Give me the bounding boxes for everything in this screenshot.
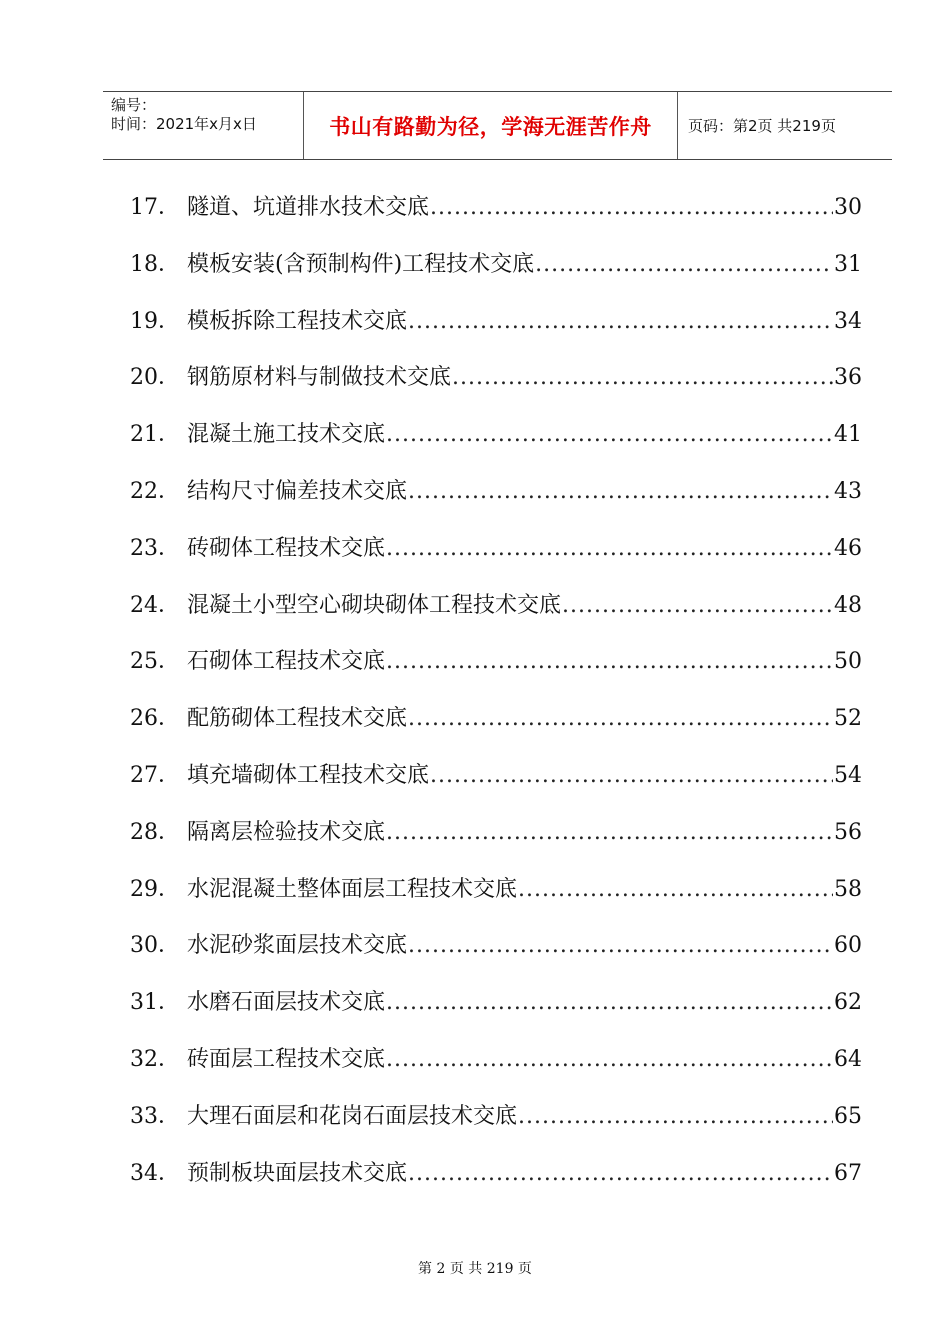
toc-entry-title: 石砌体工程技术交底 [187,649,386,675]
toc-entry-page: 50 [834,649,862,675]
toc-entry-number: 23． [130,535,180,561]
toc-entry[interactable] [130,872,862,929]
toc-entry-number: 20． [130,365,180,391]
toc-leader-dots [562,593,833,618]
toc-entry-page: 43 [834,478,862,504]
toc-entry-title: 水磨石面层技术交底 [187,990,386,1016]
toc-leader-dots [386,649,833,674]
toc-entry-number: 32． [130,1046,180,1072]
time-label: 时间：2021年x月x日 [111,115,257,133]
toc-entry-page: 64 [834,1046,862,1072]
toc-entry-title: 大理石面层和花岗石面层技术交底 [187,1103,518,1129]
toc-entry-page: 41 [834,422,862,448]
toc-entry[interactable] [130,1156,862,1213]
toc-entry-number: 19． [130,308,180,334]
toc-leader-dots [518,877,833,902]
toc-entry-title: 砖砌体工程技术交底 [187,535,386,561]
toc-entry[interactable] [130,531,862,588]
toc-entry[interactable] [130,1099,862,1156]
page-header [103,91,892,160]
toc-entry[interactable] [130,928,862,985]
toc-entry[interactable] [130,758,862,815]
toc-leader-dots [386,422,833,447]
toc-entry-page: 48 [834,592,862,618]
header-motto: 书山有路勤为径，学海无涯苦作舟 [329,114,652,139]
toc-entry-title: 结构尺寸偏差技术交底 [187,478,408,504]
toc-entry[interactable] [130,815,862,872]
toc-entry-title: 水泥混凝土整体面层工程技术交底 [187,876,518,902]
toc-entry-page: 58 [834,876,862,902]
toc-entry-number: 21． [130,422,180,448]
toc-leader-dots [518,1104,833,1129]
toc-entry[interactable] [130,1042,862,1099]
toc-leader-dots [430,763,833,788]
toc-entry[interactable] [130,701,862,758]
toc-leader-dots [408,479,833,504]
toc-entry-title: 隔离层检验技术交底 [187,819,386,845]
toc-leader-dots [535,252,833,277]
header-meta [103,92,303,159]
toc-entry-title: 钢筋原材料与制做技术交底 [187,365,452,391]
toc-entry-title: 预制板块面层技术交底 [187,1160,408,1186]
toc-entry-page: 67 [834,1160,862,1186]
toc-entry-number: 29． [130,876,180,902]
toc-entry-title: 混凝土小型空心砌块砌体工程技术交底 [187,592,562,618]
toc-leader-dots [408,706,833,731]
toc-entry-number: 30． [130,933,180,959]
toc-leader-dots [430,195,833,220]
toc-entry-title: 填充墙砌体工程技术交底 [187,762,430,788]
toc-entry-number: 17． [130,195,180,220]
toc-leader-dots [452,365,833,390]
toc-entry-page: 65 [834,1103,862,1129]
toc-entry[interactable] [130,474,862,531]
toc-entry-page: 54 [834,762,862,788]
toc-entry[interactable] [130,985,862,1042]
toc-entry-title: 模板安装(含预制构件)工程技术交底 [187,251,535,277]
page-footer: 第 2 页 共 219 页 [418,1261,532,1277]
header-page-info: 页码：第2页 共219页 [688,117,836,135]
toc-entry-page: 46 [834,535,862,561]
header-motto-cell [304,92,677,159]
toc-entry-page: 62 [834,990,862,1016]
toc-entry[interactable] [130,304,862,361]
toc-entry-number: 26． [130,706,180,732]
toc-entry-title: 模板拆除工程技术交底 [187,308,408,334]
toc-entry-page: 34 [834,308,862,334]
toc-entry-title: 混凝土施工技术交底 [187,422,386,448]
toc-leader-dots [386,1047,833,1072]
toc-leader-dots [408,1161,833,1186]
toc-entry[interactable] [130,190,862,247]
serial-label: 编号： [111,96,157,114]
toc-entry-number: 22． [130,478,180,504]
toc-entry-title: 水泥砂浆面层技术交底 [187,933,408,959]
toc-entry-page: 31 [834,251,862,277]
toc-entry-number: 34． [130,1160,180,1186]
toc-leader-dots [386,536,833,561]
toc-entry-number: 24． [130,592,180,618]
toc-entry[interactable] [130,588,862,645]
toc-entry-page: 52 [834,706,862,732]
toc-entry-number: 33． [130,1103,180,1129]
toc-leader-dots [408,309,833,334]
toc-entry[interactable] [130,417,862,474]
toc-leader-dots [408,933,833,958]
toc-entry-number: 28． [130,819,180,845]
toc-entry-title: 隧道、坑道排水技术交底 [187,195,430,220]
table-of-contents [130,190,862,1212]
toc-entry-number: 25． [130,649,180,675]
toc-entry[interactable] [130,360,862,417]
toc-entry-number: 18． [130,251,180,277]
toc-entry[interactable] [130,247,862,304]
toc-entry-number: 27． [130,762,180,788]
toc-entry-page: 60 [834,933,862,959]
toc-entry-number: 31． [130,990,180,1016]
toc-entry-title: 配筋砌体工程技术交底 [187,706,408,732]
toc-entry-page: 36 [834,365,862,391]
toc-entry[interactable] [130,644,862,701]
toc-leader-dots [386,990,833,1015]
toc-entry-title: 砖面层工程技术交底 [187,1046,386,1072]
toc-entry-page: 30 [834,195,862,220]
toc-entry-page: 56 [834,819,862,845]
toc-leader-dots [386,820,833,845]
